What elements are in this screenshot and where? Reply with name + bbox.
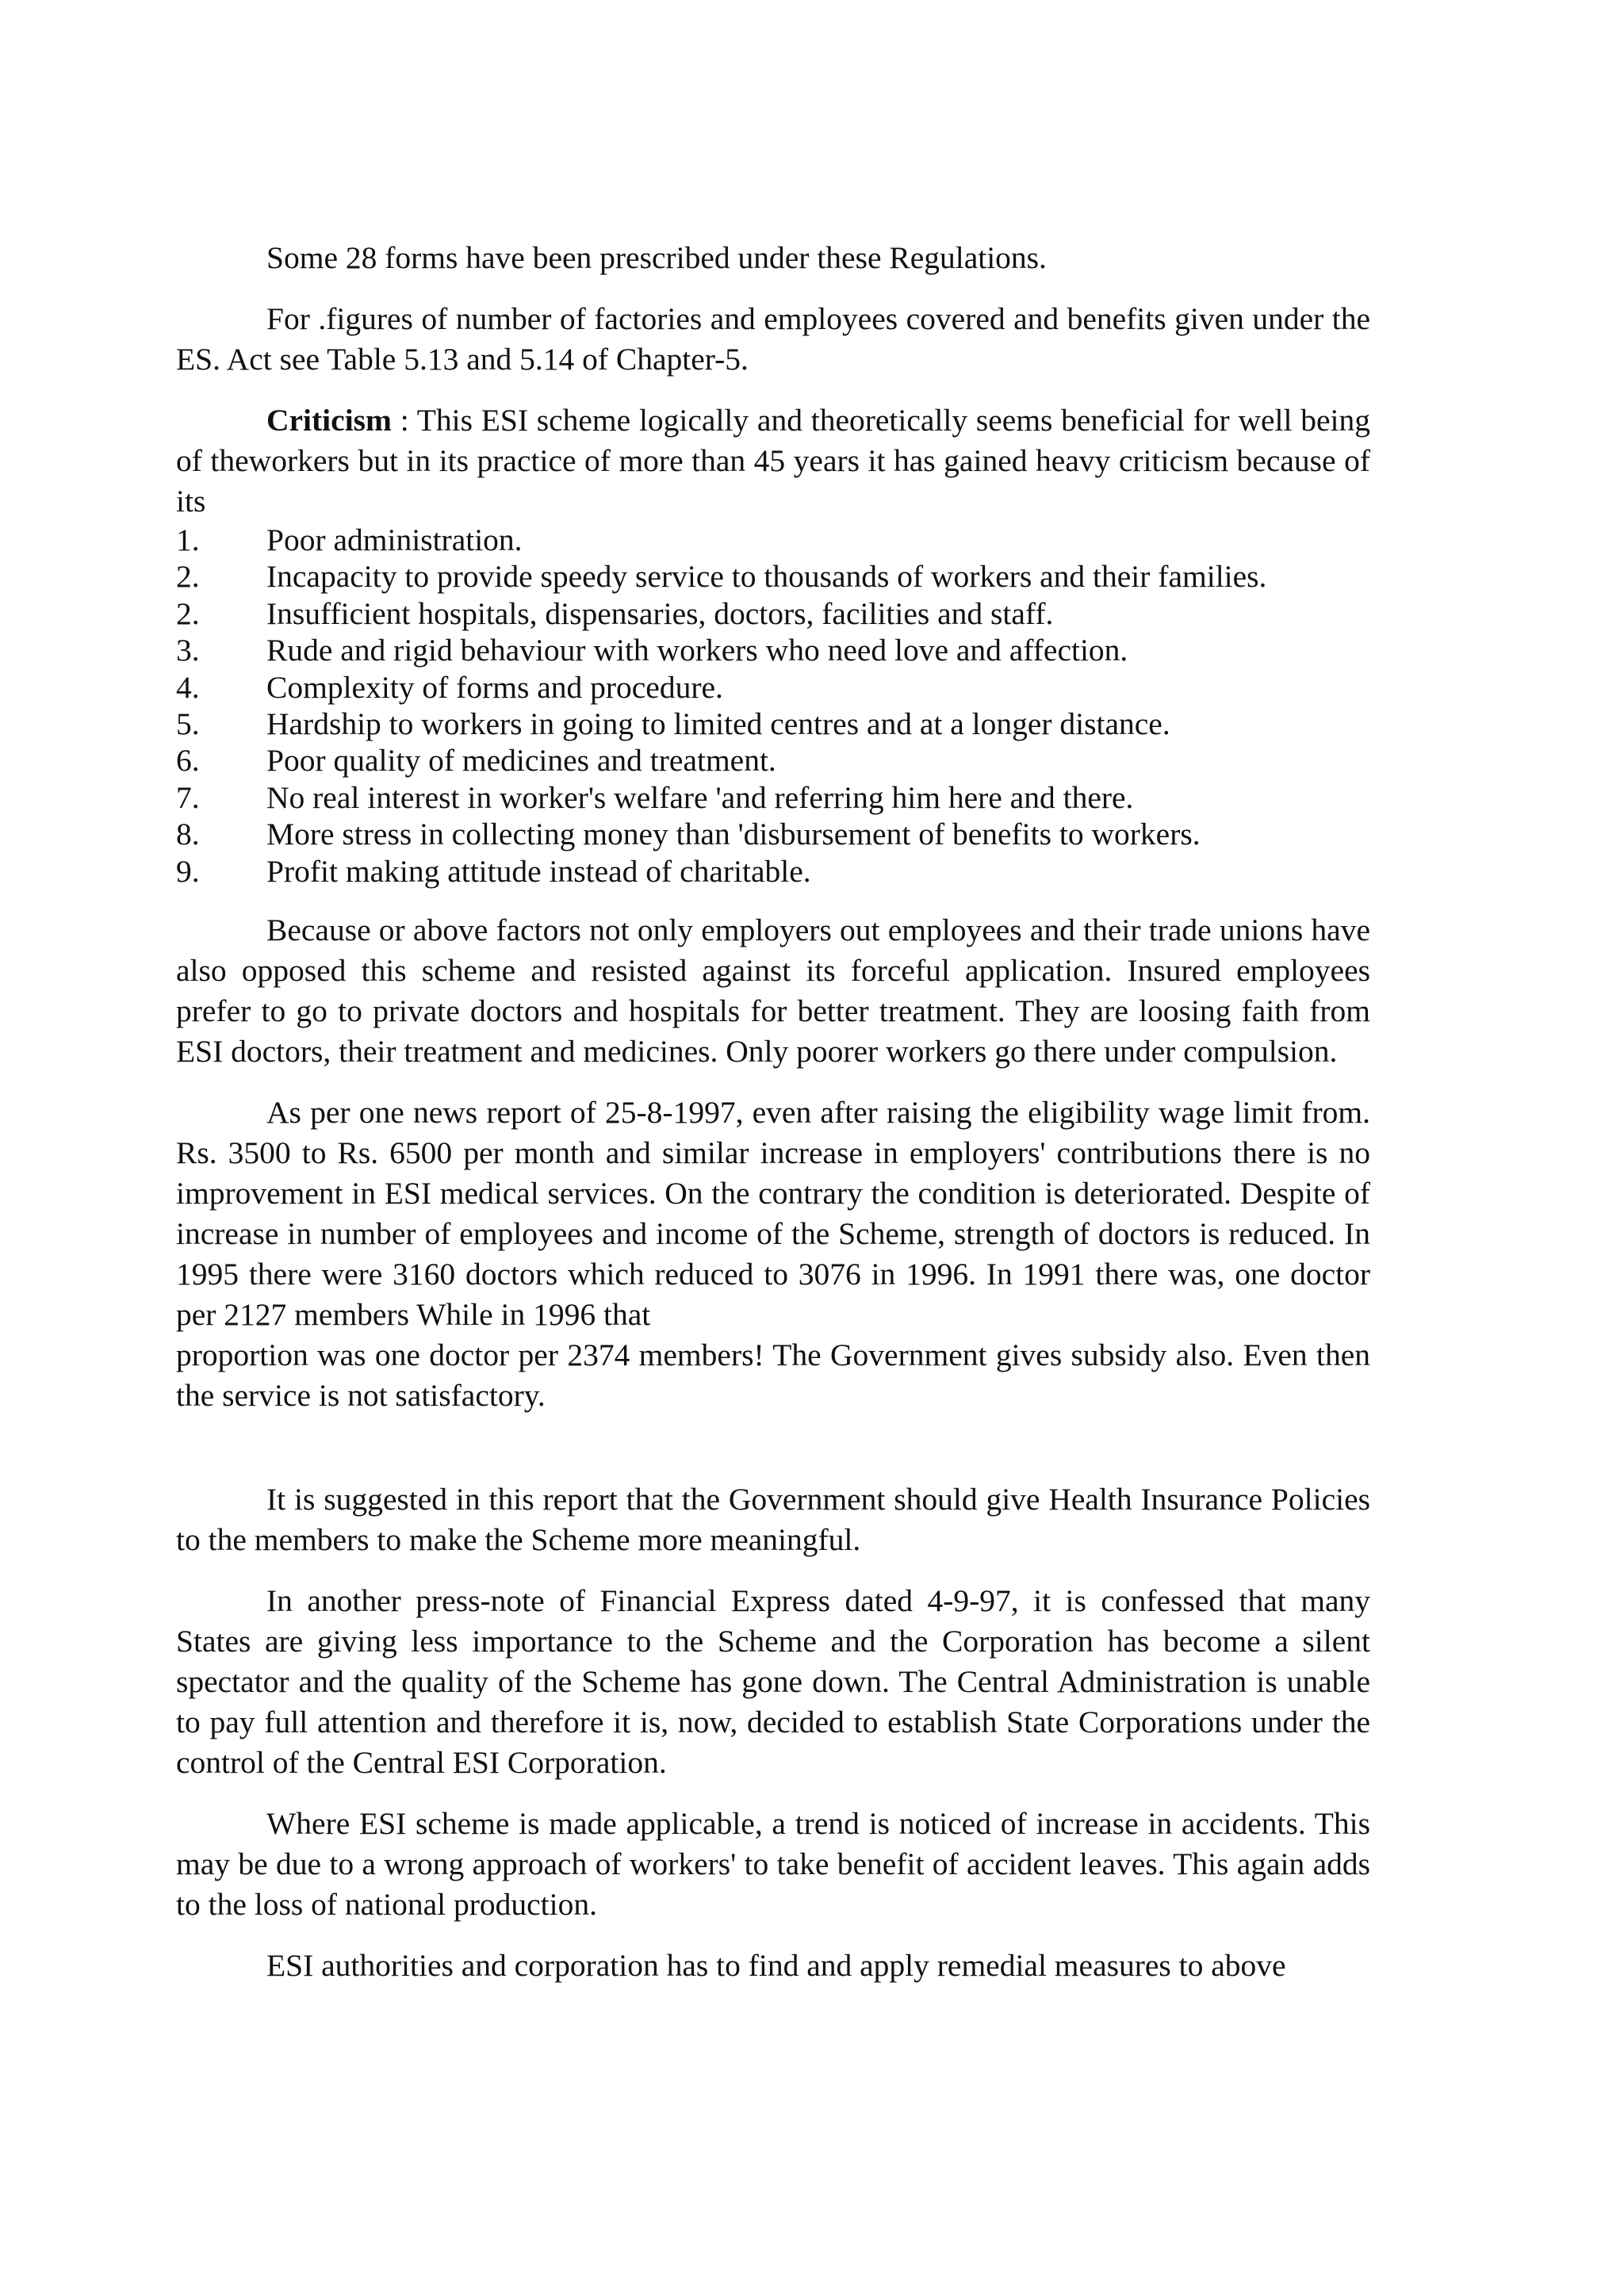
list-item	[176, 742, 1370, 779]
list-item-text: Insufficient hospitals, dispensaries, doctors, facilities and staff.	[266, 595, 1054, 631]
list-item-text: Complexity of forms and procedure.	[266, 669, 723, 705]
list-item	[176, 669, 1370, 706]
list-item-number: 5.	[176, 706, 200, 742]
paragraph-remedial: ESI authorities and corporation has to find and apply remedial measures to above	[266, 1948, 1286, 1984]
list-item-text: No real interest in worker's welfare 'and referring him here and there.	[266, 779, 1134, 815]
list-item-number: 6.	[176, 743, 200, 779]
paragraph-figures: For .figures of number of factories and employees covered and benefits given under the ES. Act see Table 5.13 and 5.14 of Chapter-5.	[176, 301, 1370, 377]
list-item-number: 7.	[176, 779, 200, 815]
list-item	[176, 816, 1370, 852]
paragraph-opposition: Because or above factors not only employers out employees and their trade unions have also opposed this scheme and resisted against its forceful application. Insured employees prefer to go to private doctors and hospitals for better treatment. They are loosing faith from ESI doctors, their treatment and medicines. Only poorer workers go there under compulsion.	[176, 913, 1370, 1070]
list-item-number: 2.	[176, 559, 200, 595]
criticism-text: : This ESI scheme logically and theoretically seems beneficial for well being of theworkers but in its practice of more than 45 years it has gained heavy criticism because of its	[176, 403, 1370, 519]
list-item-number: 8.	[176, 817, 200, 852]
paragraph-forms: Some 28 forms have been prescribed under these Regulations.	[266, 240, 1047, 275]
criticism-list	[176, 522, 1370, 890]
list-item	[176, 595, 1370, 632]
list-item-text: Rude and rigid behaviour with workers who need love and affection.	[266, 633, 1128, 668]
list-item-text: Profit making attitude instead of charitable.	[266, 853, 811, 889]
paragraph-accidents: Where ESI scheme is made applicable, a trend is noticed of increase in accidents. This may be due to a wrong approach of workers' to take benefit of accident leaves. This again adds to the loss of national production.	[176, 1806, 1370, 1923]
list-item-text: Poor administration.	[266, 522, 523, 557]
list-item-number: 9.	[176, 853, 200, 889]
list-item-text: Incapacity to provide speedy service to thousands of workers and their families.	[266, 559, 1267, 595]
list-item-text: Poor quality of medicines and treatment.	[266, 743, 776, 779]
paragraph-news-report-continued: proportion was one doctor per 2374 members! The Government gives subsidy also. Even then the service is not satisfactory.	[176, 1337, 1370, 1414]
list-item	[176, 779, 1370, 816]
list-item	[176, 632, 1370, 668]
list-item-number: 4.	[176, 669, 200, 705]
list-item	[176, 853, 1370, 890]
list-item	[176, 522, 1370, 558]
paragraph-press-note: In another press-note of Financial Express dated 4-9-97, it is confessed that many States are giving less importance to the Scheme and the Corporation has become a silent spectator and the quality of the Scheme has gone down. The Central Administration is unable to pay full attention and therefore it is, now, decided to establish State Corporations under the control of the Central ESI Corporation.	[176, 1583, 1370, 1781]
list-item-number: 3.	[176, 633, 200, 668]
list-item-text: More stress in collecting money than 'disbursement of benefits to workers.	[266, 817, 1201, 852]
criticism-label: Criticism	[266, 403, 392, 438]
list-item-number: 2.	[176, 595, 200, 631]
paragraph-news-report: As per one news report of 25-8-1997, even after raising the eligibility wage limit from. Rs. 3500 to Rs. 6500 per month and similar increase in employers' contributions there is no improvement in ESI medical services. On the contrary the condition is deteriorated. Despite of increase in number of employees and income of the Scheme, strength of doctors is reduced. In 1995 there were 3160 doctors which reduced to 3076 in 1996. In 1991 there was, one doctor per 2127 members While in 1996 that	[176, 1095, 1370, 1333]
paragraph-criticism	[176, 400, 1370, 522]
list-item-number: 1.	[176, 522, 200, 557]
list-item	[176, 558, 1370, 595]
document-page	[176, 238, 1370, 1986]
paragraph-suggestion: It is suggested in this report that the Government should give Health Insurance Policies to the members to make the Scheme more meaningful.	[176, 1482, 1370, 1558]
list-item-text: Hardship to workers in going to limited centres and at a longer distance.	[266, 706, 1170, 742]
list-item	[176, 706, 1370, 742]
